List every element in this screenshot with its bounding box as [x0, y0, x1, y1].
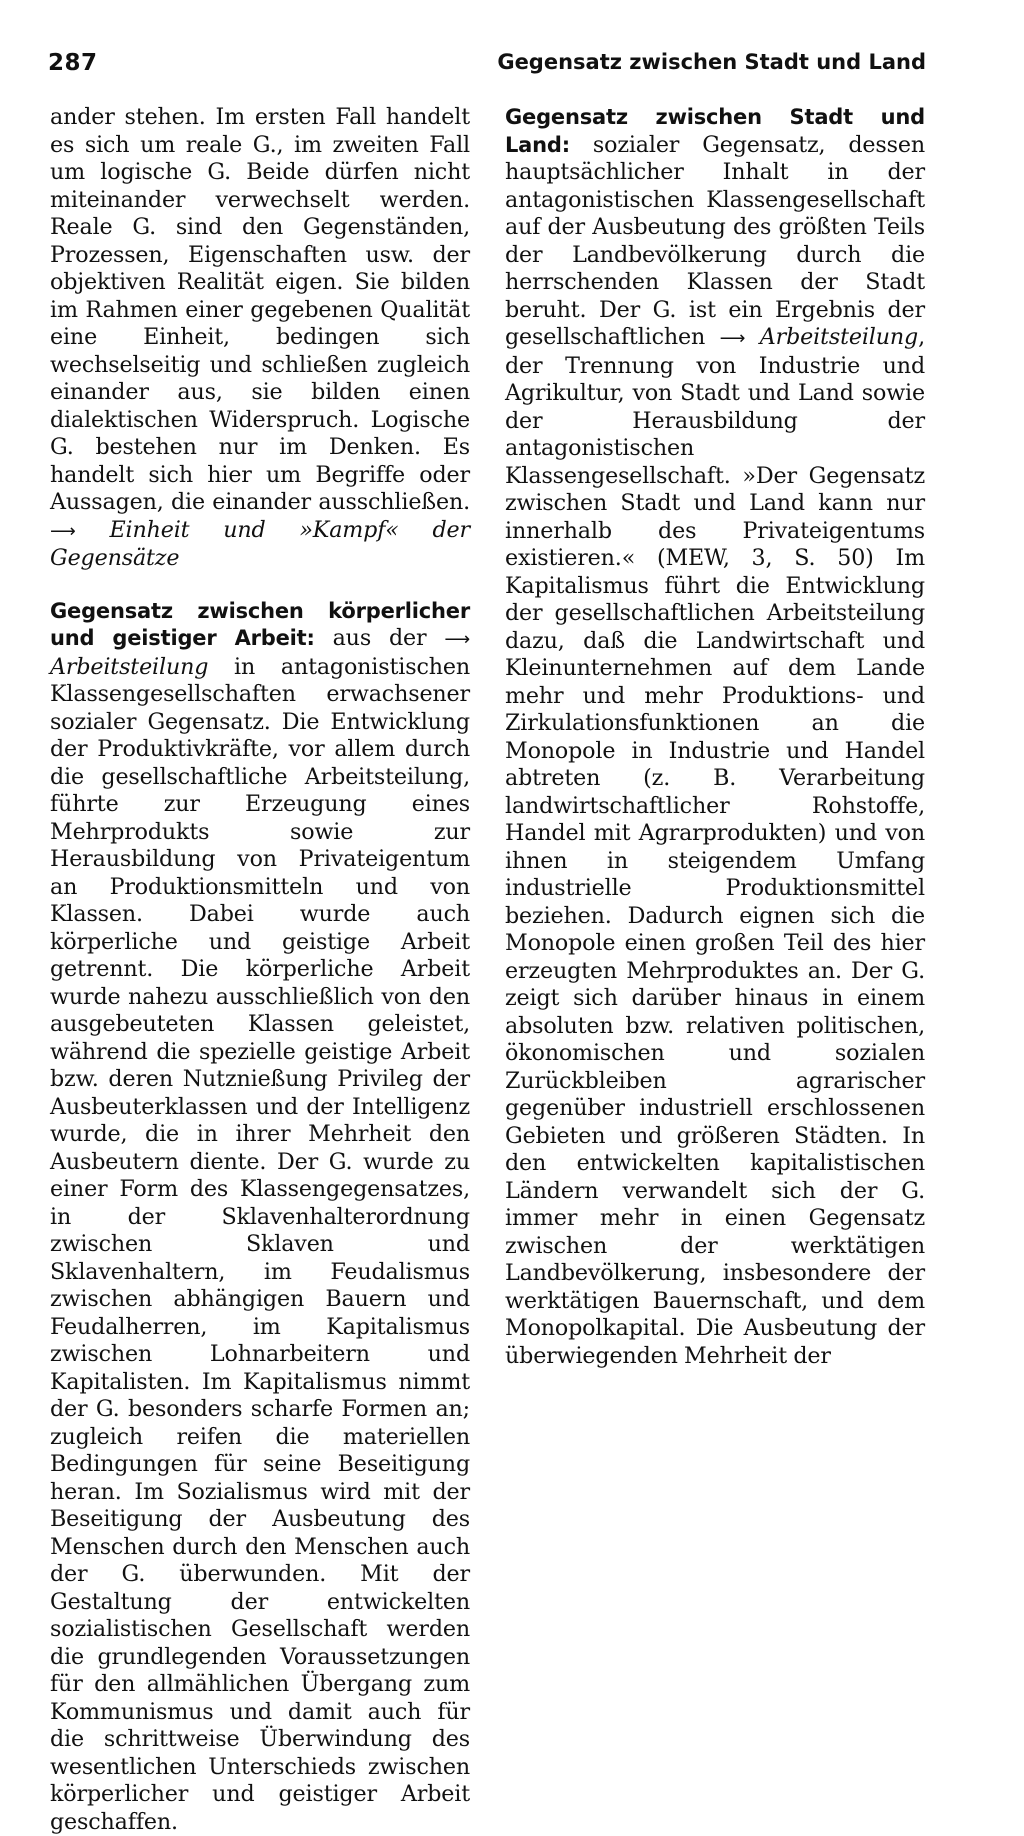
entry-headword: Gegensatz zwischen Stadt und Land: — [505, 105, 925, 157]
right-column — [505, 104, 925, 1370]
cross-reference-arrow-icon: ⟶ — [444, 629, 470, 650]
cross-reference-arrow-icon: ⟶ — [50, 521, 76, 542]
cross-reference: Arbeitsteilung — [50, 654, 208, 680]
page-number: 287 — [48, 50, 98, 76]
left-column — [50, 104, 470, 1836]
entry-stadt-und-land — [505, 104, 925, 1370]
entry-body: , der Trennung von Industrie und Agrikultur, von Stadt und Land sowie der Herausbildung der antagonistischen Klassengesellschaft. »Der Gegensatz zwischen Stadt und Land kann nur innerhalb des Privateigentums existieren.« (MEW, 3, S. 50) Im Kapitalismus führt die Entwicklung der gesellschaftlichen Arbeitsteilung dazu, daß die Landwirtschaft und Kleinunternehmen auf dem Lande mehr und mehr Produktions- und Zirkulationsfunktionen an die Monopole in Industrie und Handel abtreten (z. B. Verarbeitung landwirtschaftlicher Rohstoffe, Handel mit Agrarprodukten) und von ihnen in steigendem Umfang industrielle Produktionsmittel beziehen. Dadurch eignen sich die Monopole einen großen Teil des hier erzeugten Mehrproduktes an. Der G. zeigt sich darüber hinaus in einem absoluten bzw. relativen politischen, ökonomischen und sozialen Zurückbleiben agrarischer gegenüber industriell erschlossenen Gebieten und größeren Städten. In den entwickelten kapitalistischen Ländern verwandelt sich der G. immer mehr in einen Gegensatz zwischen der werktätigen Landbevölkerung, insbesondere der werktätigen Bauernschaft, und dem Monopolkapital. Die Ausbeutung der überwiegenden Mehrheit der — [505, 324, 925, 1369]
entry-body: aus der — [333, 625, 427, 651]
entry-koerperliche-geistige-arbeit — [50, 598, 470, 1836]
entry-body: sozialer Gegensatz, dessen hauptsächlicher Inhalt in der antagonistischen Klassengesellschaft auf der Ausbeutung des größten Teils der Landbevölkerung durch die herrschenden Klassen der Stadt beruht. Der G. ist ein Ergebnis der gesellschaftlichen — [505, 132, 925, 351]
cross-reference-arrow-icon: ⟶ — [720, 328, 746, 349]
entry-headword: Gegensatz zwischen körperlicher und geistiger Arbeit: — [50, 599, 470, 651]
running-head: Gegensatz zwischen Stadt und Land — [497, 50, 926, 74]
continued-entry-text — [50, 104, 470, 573]
continued-body: ander stehen. Im ersten Fall handelt es sich um reale G., im zweiten Fall um logische G. Beide dürfen nicht miteinander verwechselt werden. Reale G. sind den Gegenständen, Prozessen, Eigenschaften usw. der objektiven Realität eigen. Sie bilden im Rahmen einer gegebenen Qualität eine Einheit, bedingen sich wechselseitig und schließen zugleich einander aus, sie bilden einen dialektischen Widerspruch. Logische G. bestehen nur im Denken. Es handelt sich hier um Begriffe oder Aussagen, die einander ausschließen. — [50, 104, 470, 515]
cross-reference: Arbeitsteilung — [760, 324, 918, 350]
entry-body: in antagonistischen Klassengesellschaften erwachsener sozialer Gegensatz. Die Entwicklung der Produktivkräfte, vor allem durch die gesellschaftliche Arbeitsteilung, führte zur Erzeugung eines Mehrprodukts sowie zur Herausbildung von Privateigentum an Produktionsmitteln und von Klassen. Dabei wurde auch körperliche und geistige Arbeit getrennt. Die körperliche Arbeit wurde nahezu ausschließlich von den ausgebeuteten Klassen geleistet, während die spezielle geistige Arbeit bzw. deren Nutznießung Privileg der Ausbeuterklassen und der Intelligenz wurde, die in ihrer Mehrheit den Ausbeutern diente. Der G. wurde zu einer Form des Klassengegensatzes, in der Sklavenhalterordnung zwischen Sklaven und Sklavenhaltern, im Feudalismus zwischen abhängigen Bauern und Feudalherren, im Kapitalismus zwischen Lohnarbeitern und Kapitalisten. Im Kapitalismus nimmt der G. besonders scharfe Formen an; zugleich reifen die materiellen Bedingungen für seine Beseitigung heran. Im Sozialismus wird mit der Beseitigung der Ausbeutung des Menschen durch den Menschen auch der G. überwunden. Mit der Gestaltung der entwickelten sozialistischen Gesellschaft werden die grundlegenden Voraussetzungen für den allmählichen Übergang zum Kommunismus und damit auch für die schrittweise Überwindung des wesentlichen Unterschieds zwischen körperlicher und geistiger Arbeit geschaffen. — [50, 654, 470, 1835]
page-header — [48, 50, 926, 90]
cross-reference: Einheit und »Kampf« der Gegensätze — [50, 517, 470, 572]
